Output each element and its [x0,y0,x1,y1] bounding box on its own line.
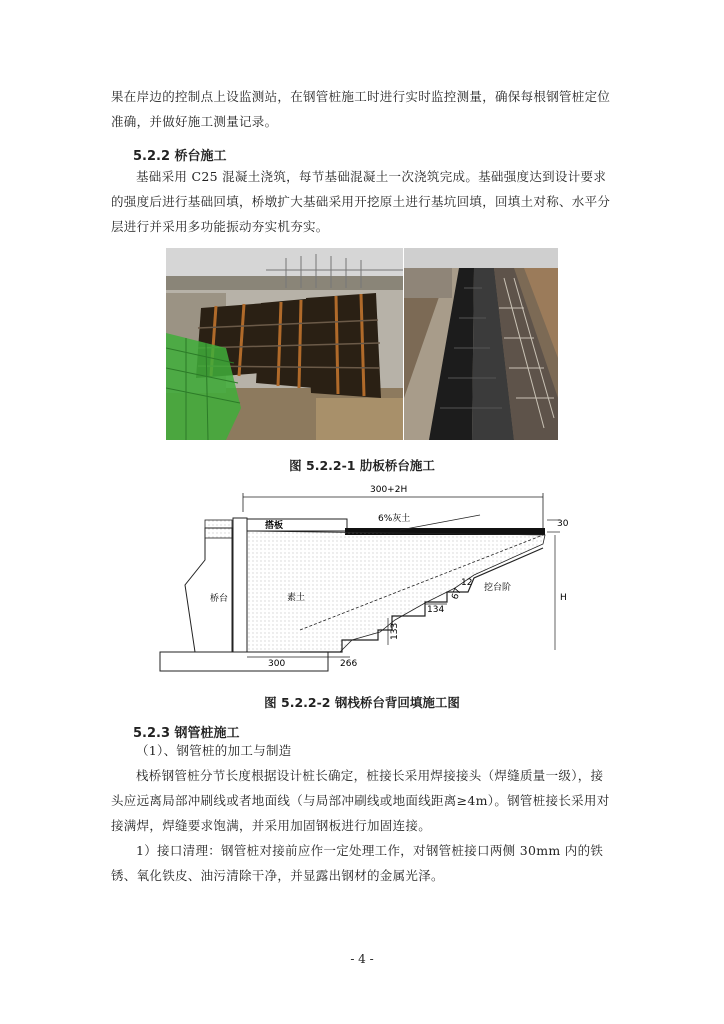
subsection-heading-1: （1）、钢管桩的加工与制造 [136,743,292,758]
page-number: - 4 - [350,952,374,966]
section-heading-522: 5.2.2 桥台施工 [133,149,227,164]
dim-133-label: 133 [390,622,400,640]
paragraph-joint-cleaning: 1）接口清理：钢管桩对接前应作一定处理工作，对钢管桩接口两侧 30mm 内的铁锈、氧化铁皮、油污清除干净，并显露出钢材的金属光泽。 [111,843,604,883]
dim-300-label: 300 [268,659,286,669]
photo-foundation-rebar [404,248,558,440]
backfill-diagram [150,480,580,680]
abutment-label: 桥台 [210,594,229,604]
photo-abutment-formwork [166,248,403,440]
step-label: 挖台阶 [484,583,512,593]
dim-top-label: 300+2H [370,485,408,495]
dim-266-label: 266 [340,659,358,669]
dim-134-label: 134 [427,605,445,615]
dim-12-label: 12 [461,578,473,588]
figure-caption-1: 图 5.2.2-1 肋板桥台施工 [289,458,435,473]
figure-caption-2: 图 5.2.2-2 钢栈桥台背回填施工图 [264,695,460,710]
paragraph-intro-continuation: 果在岸边的控制点上设监测站，在钢管桩施工时进行实时监控测量，确保每根钢管桩定位准确，并做好施工测量记录。 [111,89,611,129]
slab-label: 搭板 [265,521,284,531]
dim-30-label: 30 [557,519,569,529]
surface-label: 6%灰土 [378,514,411,524]
dim-h-label: H [560,593,567,603]
section-heading-523: 5.2.3 钢管桩施工 [133,726,240,741]
paragraph-pile-manufacture: 栈桥钢管桩分节长度根据设计桩长确定，桩接长采用焊接接头（焊缝质量一级），接头应远离局部冲刷线或者地面线（与局部冲刷线或地面线距离≥4m）。钢管桩接长采用对接满焊，焊缝要求饱满，并采用加固钢板进行加固连接。 [111,768,610,833]
paragraph-abutment-foundation: 基础采用 C25 混凝土浇筑，每节基础混凝土一次浇筑完成。基础强度达到设计要求的强度后进行基础回填，桥墩扩大基础采用开挖原土进行基坑回填，回填土对称、水平分层进行并采用多功能振动夯实机夯实。 [111,169,611,234]
dim-67-label: 67 [450,586,464,602]
abutment-cap [205,520,232,538]
backfill-label: 素土 [287,593,306,603]
